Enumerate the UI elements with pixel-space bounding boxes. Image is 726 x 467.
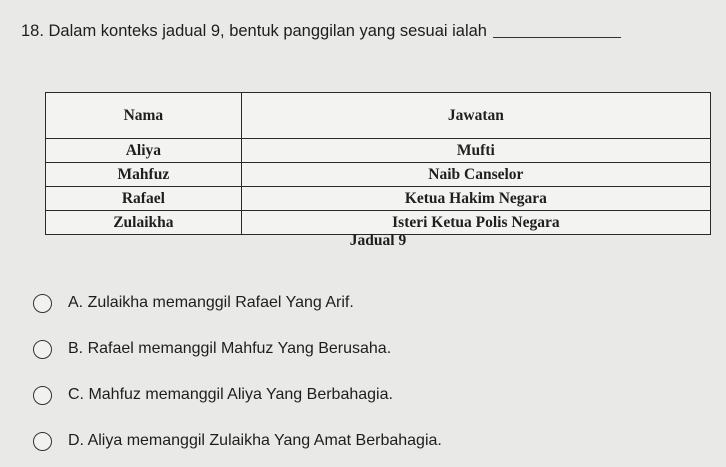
option-b[interactable] [33,326,442,372]
jadual-table [45,92,711,235]
cell-jawatan: Ketua Hakim Negara [241,187,710,211]
header-nama: Nama [46,93,242,139]
table-row [46,187,711,211]
radio-button-c[interactable] [33,386,52,405]
cell-jawatan: Isteri Ketua Polis Negara [241,211,710,235]
radio-button-d[interactable] [33,432,52,451]
option-c-label: C. Mahfuz memanggil Aliya Yang Berbahagia. [68,386,393,403]
table-header-row [46,93,711,139]
cell-jawatan: Mufti [241,139,710,163]
option-d-label: D. Aliya memanggil Zulaikha Yang Amat Berbahagia. [68,432,442,449]
radio-button-a[interactable] [33,294,52,313]
header-jawatan: Jawatan [241,93,710,139]
cell-nama: Zulaikha [46,211,242,235]
table-row [46,211,711,235]
cell-nama: Rafael [46,187,242,211]
table-caption: Jadual 9 [349,232,407,249]
option-a[interactable] [33,280,442,326]
option-b-label: B. Rafael memanggil Mahfuz Yang Berusaha. [68,340,392,357]
jadual-table-container [45,92,711,235]
option-d[interactable] [33,418,442,464]
cell-nama: Mahfuz [46,163,242,187]
question-text: 18. Dalam konteks jadual 9, bentuk panggilan yang sesuai ialah [21,22,487,40]
radio-button-b[interactable] [33,340,52,359]
answer-blank [493,36,621,38]
cell-jawatan: Naib Canselor [241,163,710,187]
option-a-label: A. Zulaikha memanggil Rafael Yang Arif. [68,294,354,311]
answer-options [33,280,442,464]
table-row [46,163,711,187]
cell-nama: Aliya [46,139,242,163]
table-row [46,139,711,163]
question [21,22,621,41]
option-c[interactable] [33,372,442,418]
